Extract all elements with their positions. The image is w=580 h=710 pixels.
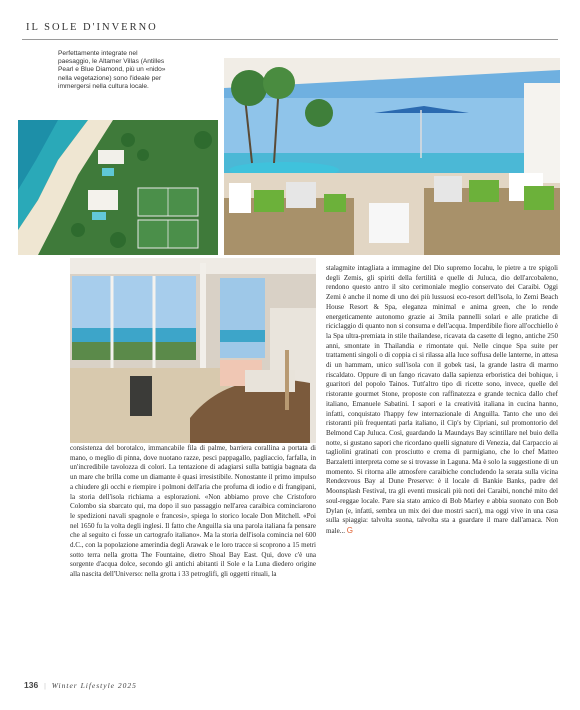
photo-caption: Perfettamente integrate nel paesaggio, le Altamer Villas (Antilles Pearl e Blue Diamond, più un «nido» nella vegetazione) sono l'ideale per immergersi nella cultura locale. <box>58 50 166 90</box>
aerial-beach-villa-photo <box>18 120 218 255</box>
page-header <box>22 18 558 38</box>
magazine-name: Winter Lifestyle 2025 <box>51 681 137 690</box>
footer-separator: | <box>44 681 46 690</box>
end-mark-icon: G <box>346 525 353 535</box>
article-paragraph-right <box>326 264 558 537</box>
article-column-left <box>70 444 316 580</box>
page-number: 136 <box>24 680 39 690</box>
article-text-right: stalagmite intagliata a immagine del Dio supremo Iocahu, le pietre a tre spigoli degli Zemis, gli spiriti della fertilità e quelle di Juluca, dio dell'arcobaleno, rendono questo antro il sito cerimoniale meglio conservato dei Caraibi. Oggi Zemi è anche il nome di uno dei più lussuosi eco-resort dell'isola, lo Zemi Beach House Resort & Spa, eleganza minimal e anima green, che lo rende energeticamente autonomo grazie ai 3mila pannelli solari e alle pratiche di riciclaggio di quanto non si consuma e dell'acqua. Imperdibile fiore all'occhiello è la Spa ultra-premiata in stile thailandese, ricavata da casette di legno, antiche 250 anni, smontate in Thailandia e rimontate qui. Nelle cinque Spa suite per trattamenti singoli o di coppia ci si rilassa alla luce soffusa delle lanterne, in attesa di un hammam, unico sull'isola con il gobek tasi, la grande lastra di marmo riscaldato. Oppure di un fango ricavato dalla sapienza erboristica dei bohique, i guaritori del popolo Tainos. Tutt'altro tipo di ricette sono, invece, quelle del ristorante gourmet Stone, proposte con raffinatezza e grande tecnica dallo chef italiano, Emanuele Sabatini. I sapori e la creatività italiana in cucina hanno, infatti, conquistato l'happy few internazionale di Anguilla. Tanto che uno dei ristoranti più frequentati parla italiano, il Cip's by Cipriani, sul promontorio del Belmond Cap Juluca. Così, guardando la Maundays Bay scintillare nel buio della notte, si gustano sapori che ricordano quelli signature di Venezia, dal Carpaccio ai tagliolini gratinati con prosciutto e crema di parmigiano, che lo chef Matteo Barzaletti interpreta come se si trovasse in Laguna. Ma è solo la suggestione di un momento. Si ritorna alle atmosfere caraibiche concludendo la serata sulla vicina Rendezvous Bay al Dune Preserve: è il locale di Bankie Banks, padre del Moonsplash Festival, tra gli eventi musicali più noti dei Caraibi, nonché mito del soul-reggae locale. Pare sia stato amico di Bob Marley e abbia suonato con Bob Dylan (e, infatti, sembra un mix dei due mostri sacri), ma oggi vive in una casa sulla spiaggia: talvolta suona, talvolta sta a guardare il mare dall'amaca. Non male... <box>326 264 558 535</box>
header-rule <box>22 39 558 40</box>
section-title: IL SOLE D'INVERNO <box>26 22 158 33</box>
pool-terrace-lounge-photo <box>224 58 560 255</box>
page-footer <box>24 680 137 690</box>
sea-view-bedroom-photo <box>70 258 316 443</box>
article-paragraph-left: consistenza del borotalco, immancabile fila di palme, barriera corallina a portata di mano, o meglio di pinna, dove nuotano razze, pesci pappagallo, pagliaccio, farfalla, in un'incredibile tavolozza di colori. La tentazione di adagiarsi sulla battigia bagnata da un mare che brilla come un diamante è quasi irresistibile. Nonostante il primo impulso a chiudere gli occhi e riempire i polmoni dell'aria che profuma di iodio e di frangipani, la storia dell'isola richiama a esplorazioni. «Non abbiamo prove che Cristoforo Colombo sia sbarcato qui, ma dopo il suo passaggio nell'area caraibica cominciarono le spedizioni navali spagnole e francesi», spiega lo storico locale Don Mitchell. «Poi nel 1650 fu la volta degli inglesi. Il fatto che Anguilla sia una parola italiana fa pensare che al seguito ci fosse un cartografo italiano». Ma la storia dell'isola comincia nel 600 d.C., con la popolazione amerindia degli Arawak e le loro tracce si scoprono a 15 metri sotto terra nella grotta The Fountaine, dietro Shoal Bay East. Qui, dove c'è una sorgente d'acqua dolce, secondo gli antichi abitanti il Sole e la Luna diedero origine alla nascita dell'Universo: nella grotta i 33 petroglifi, gli oggetti rituali, la <box>70 444 316 579</box>
article-column-right <box>326 264 558 537</box>
